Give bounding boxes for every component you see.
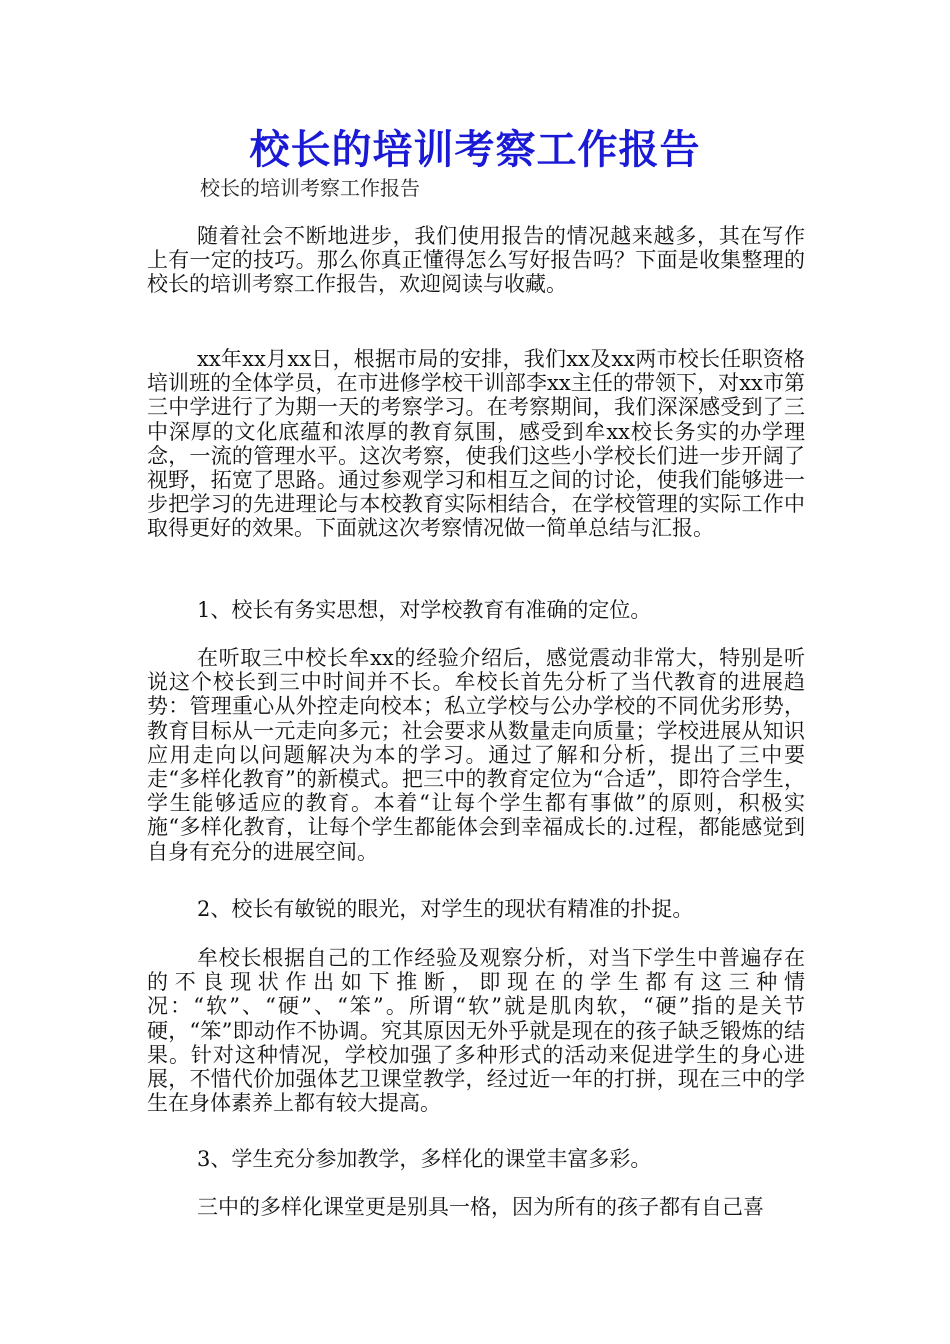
section-heading-1: 1、校长有务实思想，对学校教育有准确的定位。 (197, 598, 652, 622)
section-heading-2: 2、校长有敏锐的眼光，对学生的现状有精准的扑捉。 (197, 897, 694, 921)
paragraph-overview: xx年xx月xx日，根据市局的安排，我们xx及xx两市校长任职资格培训班的全体学员，在市进修学校干训部李xx主任的带领下，对xx市第三中学进行了为期一天的考察学习。在考察期间，我们深深感受到了三中深厚的文化底蕴和浓厚的教育氛围，感受到牟xx校长务实的办学理念，一流的管理水平。这次考察，使我们这些小学校长们进一步开阔了视野，拓宽了思路。通过参观学习和相互之间的讨论，使我们能够进一步把学习的先进理论与本校教育实际相结合，在学校管理的实际工作中取得更好的效果。下面就这次考察情况做一简单总结与汇报。 (147, 347, 805, 541)
paragraph-section-1: 在听取三中校长牟xx的经验介绍后，感觉震动非常大，特别是听说这个校长到三中时间并不长。牟校长首先分析了当代教育的进展趋势：管理重心从外控走向校本；私立学校与公办学校的不同优劣形势，教育目标从一元走向多元；社会要求从数量走向质量；学校进展从知识应用走向以问题解决为本的学习。通过了解和分析，提出了三中要走“多样化教育”的新模式。把三中的教育定位为“合适”，即符合学生，学生能够适应的教育。本着“让每个学生都有事做”的原则，积极实施“多样化教育，让每个学生都能体会到幸福成长的.过程，都能感觉到自身有充分的进展空间。 (147, 646, 805, 864)
document-subtitle: 校长的培训考察工作报告 (200, 176, 420, 200)
section-heading-3: 3、学生充分参加教学，多样化的课堂丰富多彩。 (197, 1147, 652, 1171)
document-title: 校长的培训考察工作报告 (249, 127, 701, 173)
paragraph-section-2: 牟校长根据自己的工作经验及观察分析，对当下学生中普遍存在的不良现状作出如下推断，即现在的学生都有这三种情况：“软”、“硬”、“笨”。所谓“软”就是肌肉软，“硬”指的是关节硬，“笨”即动作不协调。究其原因无外乎就是现在的孩子缺乏锻炼的结果。针对这种情况，学校加强了多种形式的活动来促进学生的身心进展，不惜代价加强体艺卫课堂教学，经过近一年的打拼，现在三中的学生在身体素养上都有较大提高。 (147, 946, 805, 1116)
paragraph-section-3: 三中的多样化课堂更是别具一格，因为所有的孩子都有自己喜 (197, 1195, 764, 1219)
paragraph-intro: 随着社会不断地进步，我们使用报告的情况越来越多，其在写作上有一定的技巧。那么你真正懂得怎么写好报告吗？下面是收集整理的校长的培训考察工作报告，欢迎阅读与收藏。 (147, 224, 805, 297)
